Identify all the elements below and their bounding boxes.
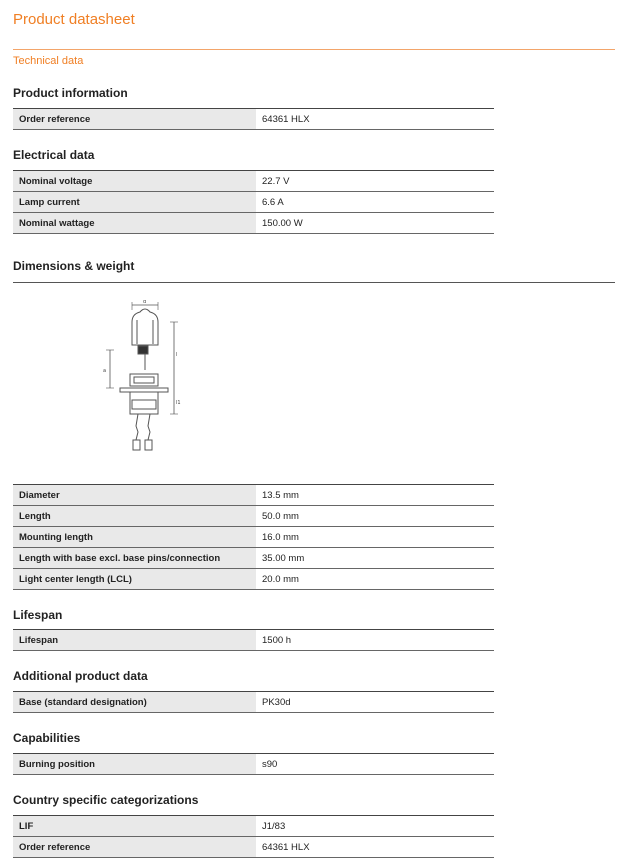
filament-block — [138, 346, 148, 354]
table-row — [13, 569, 494, 590]
row-label: Length — [13, 506, 256, 527]
table-row — [13, 754, 494, 775]
row-label: Mounting length — [13, 527, 256, 548]
row-value: 13.5 mm — [256, 485, 494, 506]
capabilities-table — [13, 753, 494, 775]
table-row — [13, 506, 494, 527]
table-row — [13, 630, 494, 651]
row-label: Base (standard designation) — [13, 692, 256, 713]
row-value: 64361 HLX — [256, 837, 494, 858]
row-label: Light center length (LCL) — [13, 569, 256, 590]
row-value: s90 — [256, 754, 494, 775]
row-value: 64361 HLX — [256, 109, 494, 130]
connector-left — [133, 440, 140, 450]
dimension-label-l: l — [176, 352, 178, 358]
row-label: Length with base excl. base pins/connection — [13, 548, 256, 569]
row-label: Order reference — [13, 109, 256, 130]
table-row — [13, 109, 494, 130]
dimensions-table — [13, 484, 494, 590]
table-row — [13, 485, 494, 506]
country-specific-table — [13, 815, 494, 858]
table-row — [13, 837, 494, 858]
table-row — [13, 527, 494, 548]
row-label: LIF — [13, 816, 256, 837]
lamp-dimension-drawing — [100, 300, 190, 460]
section-title-electrical-data: Electrical data — [13, 148, 95, 162]
section-title-additional-product-data: Additional product data — [13, 669, 148, 683]
lamp-lead-right — [148, 414, 150, 440]
row-value: 16.0 mm — [256, 527, 494, 548]
section-title-product-information: Product information — [13, 86, 128, 100]
lamp-lower-base — [130, 392, 158, 414]
dimension-label-d: d — [143, 300, 147, 305]
section-title-capabilities: Capabilities — [13, 731, 81, 745]
connector-right — [145, 440, 152, 450]
table-row — [13, 192, 494, 213]
table-row — [13, 548, 494, 569]
table-row — [13, 171, 494, 192]
row-label: Diameter — [13, 485, 256, 506]
title-divider — [13, 49, 615, 50]
page-subtitle: Technical data — [13, 55, 84, 67]
row-value: 50.0 mm — [256, 506, 494, 527]
row-value: 35.00 mm — [256, 548, 494, 569]
row-value: 150.00 W — [256, 213, 494, 234]
section-title-lifespan: Lifespan — [13, 608, 63, 622]
lamp-bulb-outline — [132, 309, 158, 345]
row-label: Order reference — [13, 837, 256, 858]
row-value: 22.7 V — [256, 171, 494, 192]
table-row — [13, 816, 494, 837]
lamp-lead-left — [136, 414, 138, 440]
row-value: 6.6 A — [256, 192, 494, 213]
table-row — [13, 213, 494, 234]
row-value: 1500 h — [256, 630, 494, 651]
row-label: Burning position — [13, 754, 256, 775]
row-label: Nominal wattage — [13, 213, 256, 234]
electrical-data-table — [13, 170, 494, 234]
row-label: Lamp current — [13, 192, 256, 213]
product-information-table — [13, 108, 494, 130]
dimensions-divider — [13, 282, 615, 283]
section-title-dimensions-weight: Dimensions & weight — [13, 259, 135, 273]
row-value: 20.0 mm — [256, 569, 494, 590]
dimension-label-a: a — [103, 368, 107, 374]
lifespan-table — [13, 629, 494, 651]
row-value: PK30d — [256, 692, 494, 713]
section-title-country-specific: Country specific categorizations — [13, 793, 199, 807]
row-label: Lifespan — [13, 630, 256, 651]
mounting-flange — [120, 388, 168, 392]
row-label: Nominal voltage — [13, 171, 256, 192]
additional-product-data-table — [13, 691, 494, 713]
row-value: J1/83 — [256, 816, 494, 837]
page-title: Product datasheet — [13, 11, 135, 28]
table-row — [13, 692, 494, 713]
dimension-label-l1: l1 — [176, 400, 181, 406]
